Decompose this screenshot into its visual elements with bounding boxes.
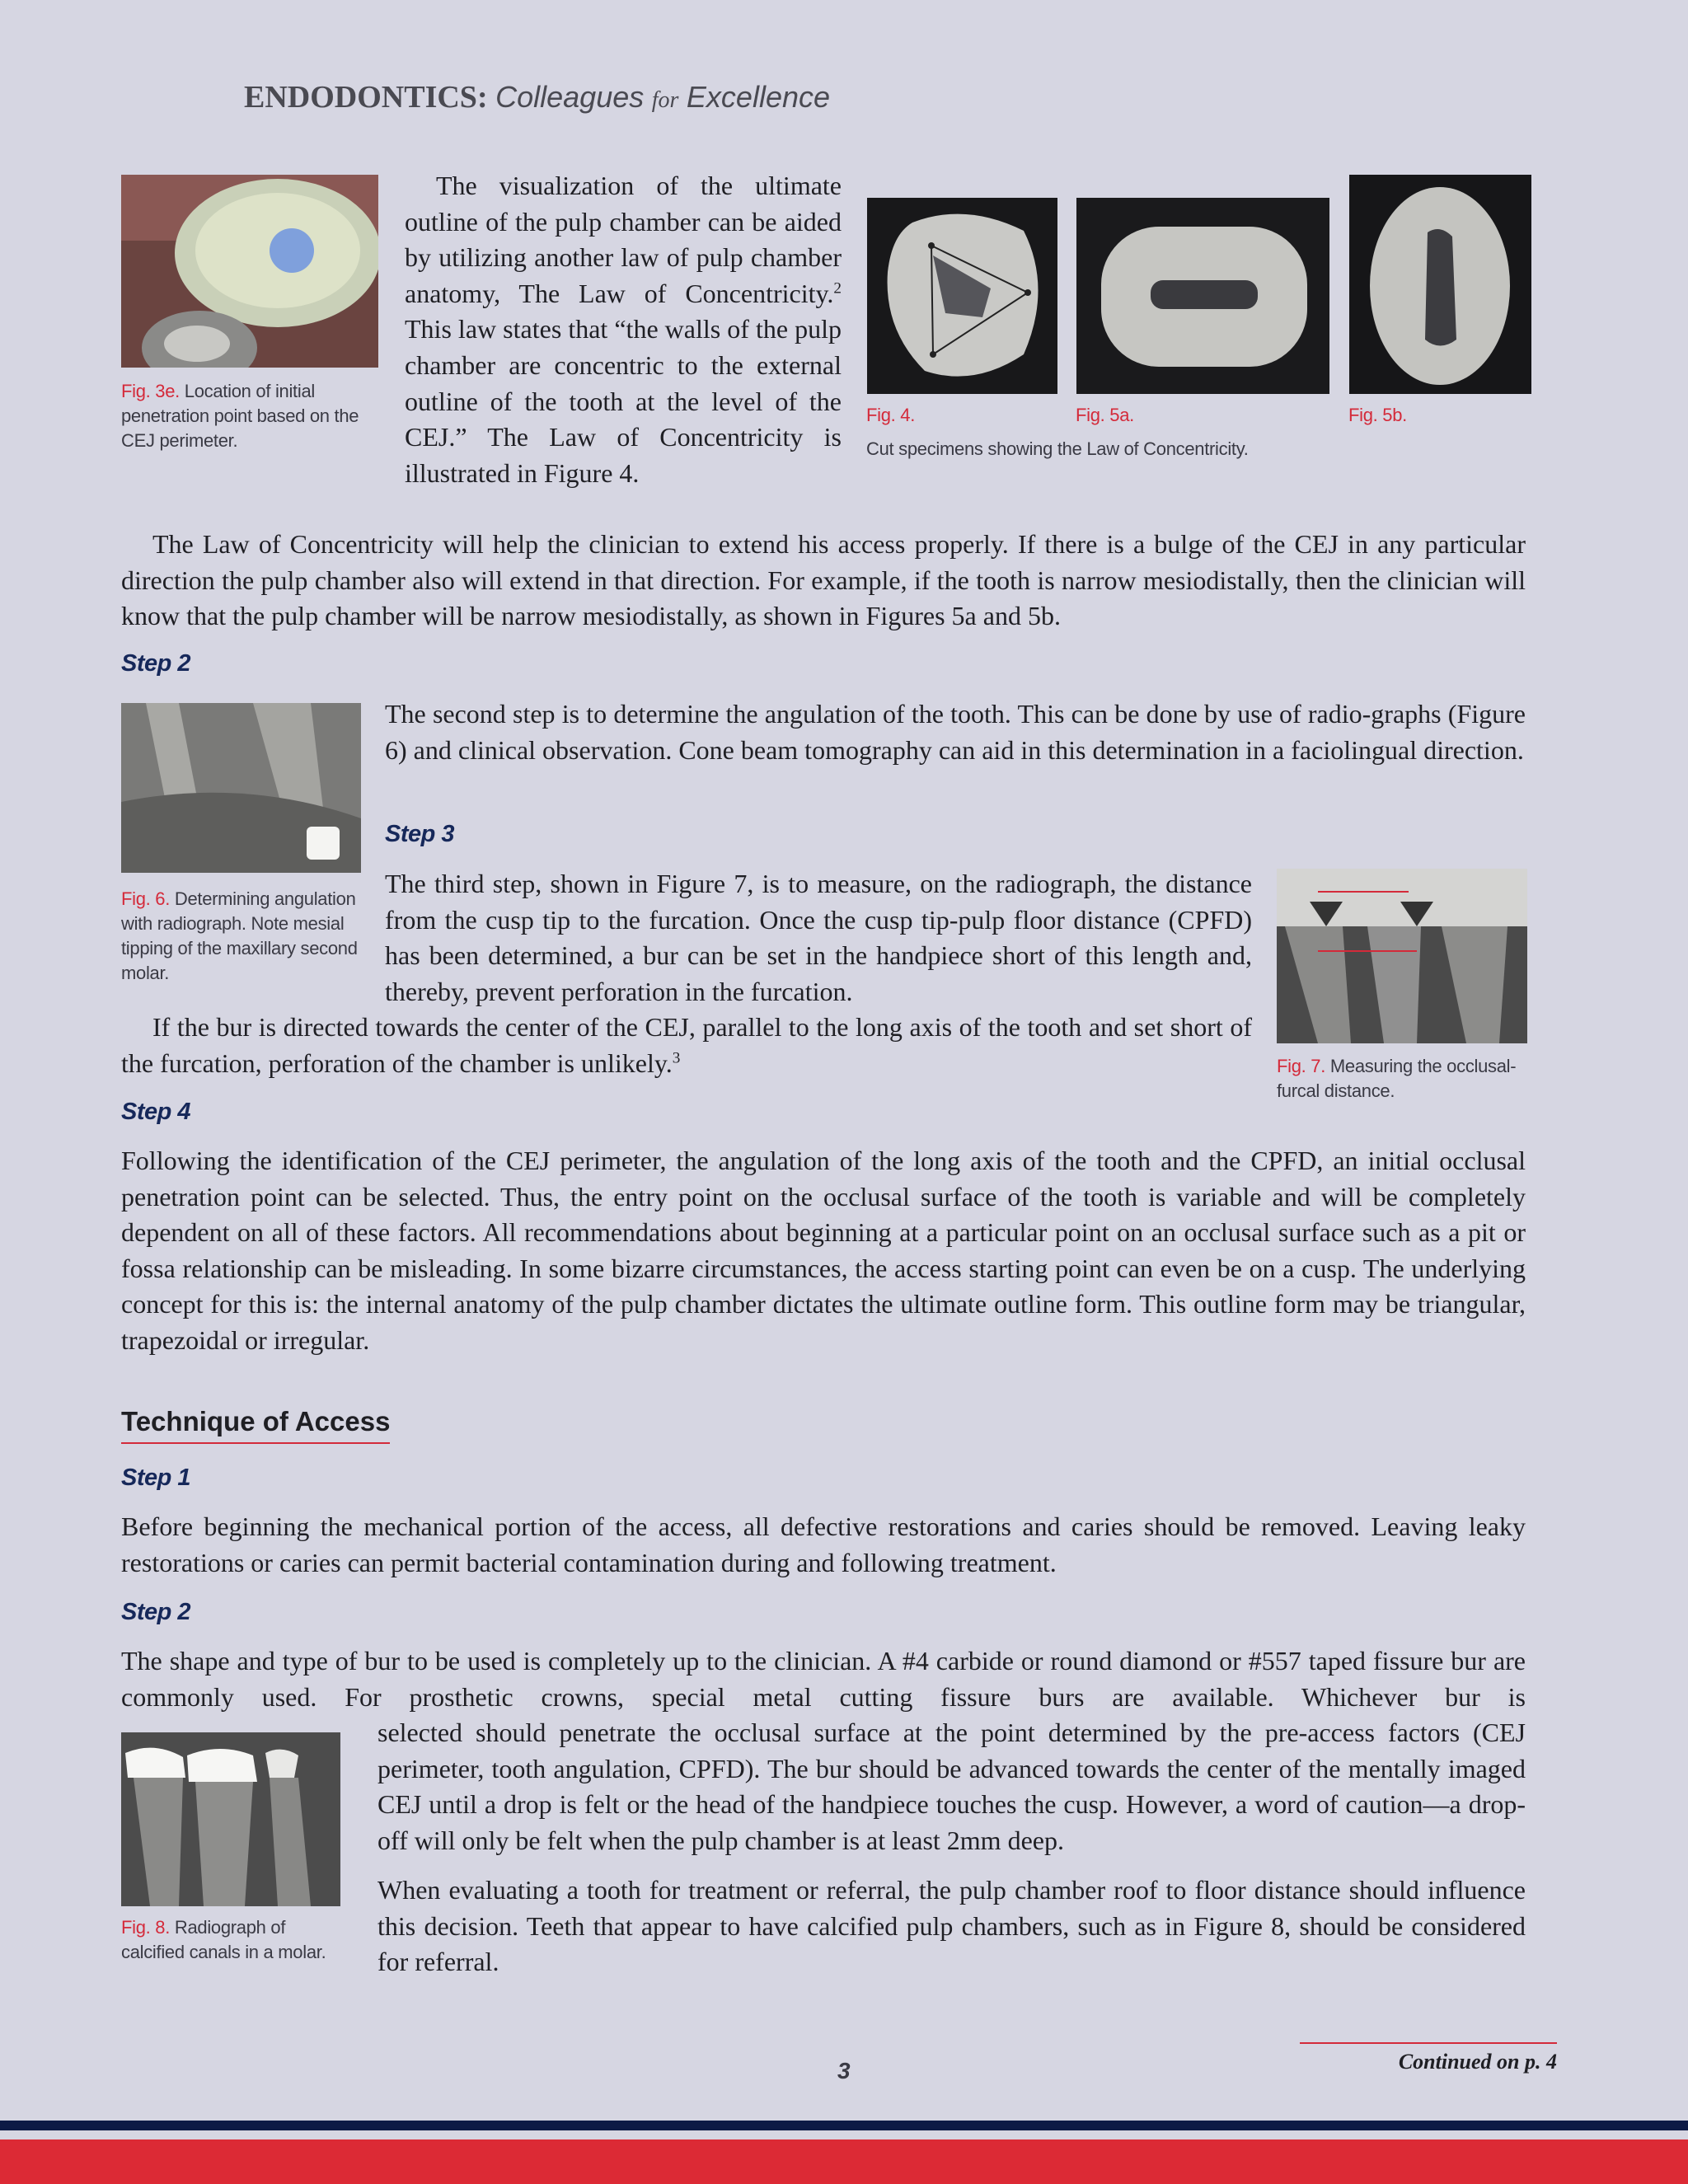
technique-step2-paragraph-b: selected should penetrate the occlusal surface at the point determined by the pre-access factors (CEJ perimeter, tooth angulation, CPFD). The bur should be advanced towards the center of the mentally imaged CEJ until a drop is felt or the head of the handpiece touches the cusp. However, a word of caution—a drop-off will only be felt when the pulp chamber is at least 2mm deep. [377,1718,1526,1855]
fig5b-image [1349,175,1531,394]
header-tagline-for: for [651,87,679,113]
law-paragraph: The Law of Concentricity will help the clinician to extend his access properly. If there is a bulge of the CEJ in any particular direction the pulp chamber also will extend in that direction. For example, if the tooth is narrow mesiodistally, then the clinician will know that the pulp chamber will be narrow mesiodistally, as shown in Figures 5a and 5b. [121,529,1526,631]
fig6-radiograph [121,703,361,873]
fig5a-label: Fig. 5a. [1076,405,1134,425]
page-number: 3 [837,2058,851,2083]
intro-ref: 2 [833,279,842,298]
footer-bar-navy [0,2121,1688,2130]
step4-paragraph: Following the identification of the CEJ perimeter, the angulation of the long axis of the tooth and the CPFD, an initial occlusal penetration point can be selected. Thus, the entry point on the occlusal surface of the tooth is variable and will be completely dependent on all of these factors. All recommendations about beginning at a particular point on an occlusal surface such as a pit or fossa relationship can be misleading. In some bizarre circumstances, the access starting point can even be on a cusp. The underlying concept for this is: the internal anatomy of the pulp chamber dictates the ultimate outline form. This outline form may be triangular, trapezoidal or irregular. [121,1146,1526,1355]
fig8-radiograph [121,1732,340,1906]
step3-paragraph-2 [121,1010,1252,1081]
step4-heading: Step 4 [121,1099,191,1125]
fig3e-text: Location of initial penetration point based on the CEJ perimeter. [121,381,359,451]
step3-text2: If the bur is directed towards the center of the CEJ, parallel to the long axis of the tooth and set short of the furcation, perforation of the chamber is unlikely. [121,1012,1252,1078]
fig6-text: Determining angulation with radiograph. Note mesial tipping of the maxillary second molar. [121,888,358,983]
fig5b-specimen [1349,175,1531,394]
fig7-image [1277,869,1527,1043]
header-brand: ENDODONTICS: [244,80,488,115]
technique-title: Technique of Access [121,1406,390,1444]
fig3e-tooth-photo [121,175,378,368]
running-header [244,79,830,115]
continued-note: Continued on p. 4 [1398,2050,1557,2074]
fig5b-label: Fig. 5b. [1348,405,1407,425]
step3-paragraph: The third step, shown in Figure 7, is to measure, on the radiograph, the distance from the cusp tip to the furcation. Once the cusp tip-pulp floor distance (CPFD) has been determined, a bur can be set in the handpiece short of this length and, thereby, prevent perforation in the furcation. [385,869,1252,1006]
technique-step2-paragraph: The shape and type of bur to be used is completely up to the clinician. A #4 carbide or round diamond or #557 taped fissure bur are commonly used. For prosthetic crowns, special metal cutting fissure burs are available. Whichever bur is [121,1646,1526,1712]
fig5a-image [1076,198,1329,394]
fig4-specimen [867,198,1057,394]
intro-p1: The visualization of the ultimate outline of the pulp chamber can be aided by utilizing another law of pulp chamber anatomy, The Law of Concentricity. [405,171,842,308]
fig4-label: Fig. 4. [866,405,916,425]
fig7-text: Measuring the occlusal-furcal distance. [1277,1056,1517,1101]
fig3e-image [121,175,378,368]
intro-p1b: This law states that “the walls of the pulp chamber are concentric to the external outline of the tooth at the level of the CEJ.” The Law of Concentricity is illustrated in Figure 4. [405,314,842,488]
header-tagline-b: Excellence [686,80,831,114]
fig45-caption: Cut specimens showing the Law of Concentricity. [866,438,1249,459]
fig7-radiograph [1277,869,1527,1043]
fig4-image [867,198,1057,394]
evaluation-paragraph: When evaluating a tooth for treatment or referral, the pulp chamber roof to floor distance should influence this decision. Teeth that appear to have calcified pulp chambers, such as in Figure 8, should be considered for referral. [377,1875,1526,1977]
step2-heading: Step 2 [121,650,191,677]
fig7-label: Fig. 7. [1277,1056,1326,1076]
fig8-caption [121,1915,348,1965]
fig7-caption [1277,1054,1528,1104]
fig6-caption [121,887,368,986]
fig6-label: Fig. 6. [121,888,171,909]
fig5a-specimen [1076,198,1329,394]
technique-step2-heading: Step 2 [121,1599,191,1625]
fig8-label: Fig. 8. [121,1917,171,1938]
fig8-image [121,1732,340,1906]
technique-step1-heading: Step 1 [121,1465,191,1491]
fig3e-caption [121,379,377,453]
step2-paragraph: The second step is to determine the angulation of the tooth. This can be done by use of radio-graphs (Figure 6) and clinical observation. Cone beam tomography can aid in this determination in a faciolingual direction. [385,699,1526,765]
fig3e-label: Fig. 3e. [121,381,180,401]
continued-rule [1300,2042,1557,2044]
footer-bar-red [0,2139,1688,2184]
fig8-text: Radiograph of calcified canals in a molar. [121,1917,326,1962]
step3-heading: Step 3 [385,821,455,847]
intro-paragraph [405,168,842,491]
technique-step1-paragraph: Before beginning the mechanical portion of the access, all defective restorations and caries should be removed. Leaving leaky restorations or caries can permit bacterial contamination during and following treatment. [121,1511,1526,1577]
step3-ref: 3 [672,1048,681,1066]
fig6-image [121,703,361,873]
header-tagline-a: Colleagues [495,80,645,114]
